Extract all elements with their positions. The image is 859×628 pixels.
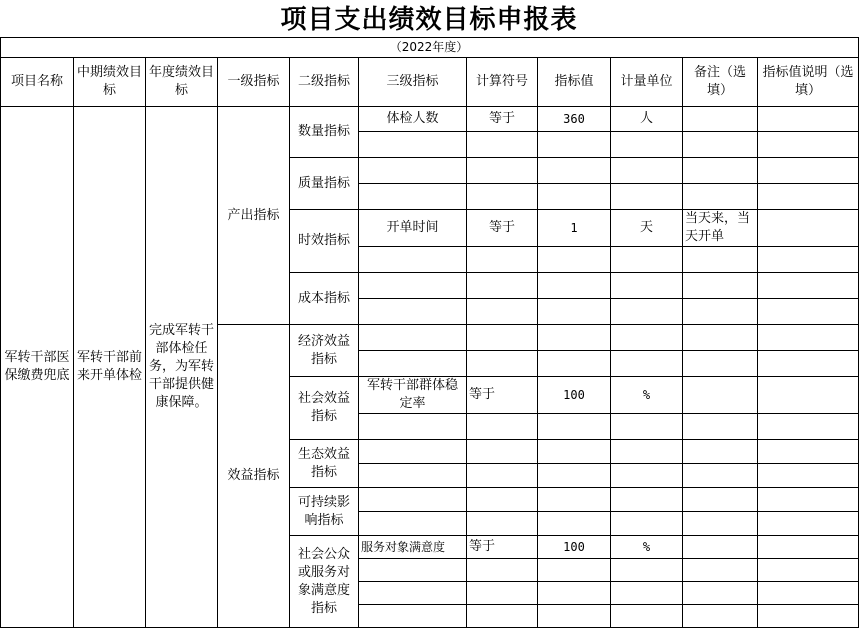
timeliness-note: 当天来，当天开单: [683, 210, 758, 247]
social-note: [683, 377, 758, 414]
form-title: 项目支出绩效目标申报表: [280, 5, 578, 35]
timeliness-unit: 天: [611, 210, 683, 247]
level2-sustainable: 可持续影响指标: [290, 488, 359, 536]
header-annual-goal: 年度绩效目标: [146, 58, 218, 107]
level2-cost: 成本指标: [290, 273, 359, 325]
social-value: 100: [538, 377, 611, 414]
performance-goal-table: [0, 57, 859, 628]
satisfaction-note: [683, 536, 758, 559]
quantity-unit: 人: [611, 107, 683, 132]
quantity-symbol: 等于: [467, 107, 538, 132]
quantity-note: [683, 107, 758, 132]
header-note: 备注（选填）: [683, 58, 758, 107]
level2-timeliness: 时效指标: [290, 210, 359, 273]
table-row: [1, 107, 859, 132]
header-value: 指标值: [538, 58, 611, 107]
satisfaction-unit: %: [611, 536, 683, 559]
quantity-indicator: 体检人数: [359, 107, 467, 132]
level1-output: 产出指标: [218, 107, 290, 325]
annual-goal-cell: 完成军转干部体检任务，为军转干部提供健康保障。: [146, 107, 218, 628]
mid-term-goal-cell: 军转干部前来开单体检: [74, 107, 146, 628]
satisfaction-desc: [758, 536, 859, 559]
header-level2: 二级指标: [290, 58, 359, 107]
social-indicator: 军转干部群体稳定率: [359, 377, 467, 414]
social-symbol: 等于: [467, 377, 538, 414]
timeliness-symbol: 等于: [467, 210, 538, 247]
timeliness-indicator: 开单时间: [359, 210, 467, 247]
satisfaction-indicator: 服务对象满意度: [359, 536, 467, 559]
header-symbol: 计算符号: [467, 58, 538, 107]
social-desc: [758, 377, 859, 414]
quantity-value: 360: [538, 107, 611, 132]
header-unit: 计量单位: [611, 58, 683, 107]
level2-satisfaction: 社会公众或服务对象满意度指标: [290, 536, 359, 628]
level1-benefit: 效益指标: [218, 325, 290, 628]
header-mid-term-goal: 中期绩效目标: [74, 58, 146, 107]
satisfaction-symbol: 等于: [467, 536, 538, 559]
quantity-desc: [758, 107, 859, 132]
timeliness-desc: [758, 210, 859, 247]
project-name-cell: 军转干部医保缴费兜底: [1, 107, 74, 628]
header-row: [1, 58, 859, 107]
level2-quality: 质量指标: [290, 158, 359, 210]
fiscal-year: （2022年度）: [389, 40, 469, 54]
level2-social: 社会效益指标: [290, 377, 359, 440]
level2-economic: 经济效益指标: [290, 325, 359, 377]
header-value-desc: 指标值说明（选填）: [758, 58, 859, 107]
header-level1: 一级指标: [218, 58, 290, 107]
level2-quantity: 数量指标: [290, 107, 359, 158]
satisfaction-value: 100: [538, 536, 611, 559]
social-unit: %: [611, 377, 683, 414]
header-level3: 三级指标: [359, 58, 467, 107]
level2-ecological: 生态效益指标: [290, 440, 359, 488]
timeliness-value: 1: [538, 210, 611, 247]
header-project-name: 项目名称: [1, 58, 74, 107]
